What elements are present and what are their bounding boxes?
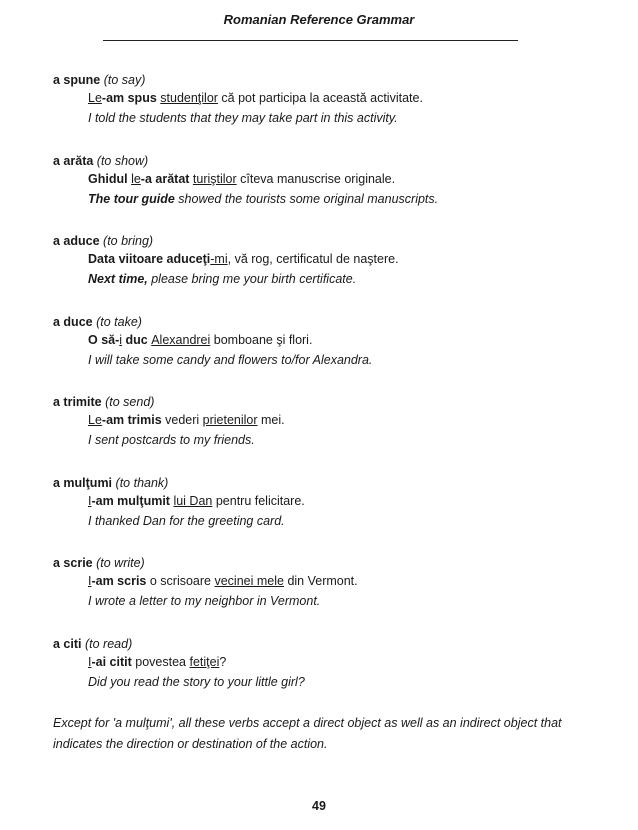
text-run: povestea: [131, 654, 190, 669]
text-run: Alexandrei: [151, 332, 211, 347]
text-run: o scrisoare: [146, 574, 215, 588]
verb-infinitive: a trimite: [53, 395, 102, 409]
text-run: -mi: [210, 252, 228, 266]
text-run: -am spus: [101, 91, 161, 105]
text-run: fetiţei: [189, 654, 220, 669]
text-run: , vă rog, certificatul de naştere.: [227, 252, 399, 266]
romanian-example: [88, 171, 593, 191]
text-run: -a arătat: [140, 171, 193, 186]
text-run: vederi: [161, 413, 203, 427]
verb-gloss: (to say): [103, 73, 146, 87]
verb-gloss: (to bring): [103, 234, 154, 248]
english-translation: [88, 432, 593, 452]
text-run: I: [88, 654, 92, 669]
verb-heading: [53, 394, 593, 412]
verb-entry-list: [53, 72, 593, 716]
text-run: I told the students that they may take part in this activity.: [88, 111, 398, 125]
text-run: lui Dan: [173, 493, 213, 508]
english-translation: [88, 674, 593, 694]
verb-entry: [53, 555, 593, 636]
text-run: Next time,: [88, 272, 148, 286]
verb-gloss: (to show): [96, 153, 149, 168]
romanian-example: [88, 654, 593, 674]
text-run: Data viitoare aduceţi: [88, 252, 211, 266]
text-run: Did you read the story to your little girl?: [88, 674, 305, 689]
text-run: studenţilor: [160, 91, 218, 105]
verb-gloss: (to write): [96, 556, 145, 570]
verb-heading: [53, 72, 593, 90]
text-run: vecinei mele: [214, 574, 284, 588]
text-run: turiştilor: [192, 171, 237, 186]
text-run: -am trimis: [101, 413, 162, 427]
text-run: cîteva manuscrise originale.: [236, 171, 396, 186]
verb-heading: [53, 233, 593, 251]
text-run: I: [88, 574, 92, 588]
verb-entry: [53, 72, 593, 153]
verb-infinitive: a arăta: [53, 153, 94, 168]
verb-entry: [53, 475, 593, 556]
romanian-example: [88, 90, 593, 110]
verb-infinitive: a citi: [53, 636, 82, 651]
text-run: I thanked Dan for the greeting card.: [88, 513, 285, 528]
page-number: 49: [312, 799, 326, 813]
verb-infinitive: a mulţumi: [53, 475, 113, 490]
text-run: I: [88, 493, 92, 508]
romanian-example: [88, 493, 593, 513]
text-run: Ghidul: [88, 171, 132, 186]
verb-entry: [53, 636, 593, 717]
text-run: că pot participa la această activitate.: [217, 91, 423, 105]
verb-heading: [53, 475, 593, 493]
verb-entry: [53, 233, 593, 314]
text-run: Le: [88, 91, 102, 105]
text-run: I wrote a letter to my neighbor in Vermont.: [88, 594, 321, 608]
english-translation: [88, 110, 593, 130]
verb-gloss: (to read): [84, 636, 133, 651]
verb-heading: [53, 555, 593, 573]
verb-gloss: (to take): [96, 314, 142, 329]
text-run: -am mulţumit: [91, 493, 174, 508]
text-run: ?: [219, 654, 227, 669]
text-run: pentru felicitare.: [212, 493, 305, 508]
verb-heading: [53, 153, 593, 171]
verb-entry: [53, 394, 593, 475]
verb-entry: [53, 314, 593, 395]
text-run: mei.: [257, 413, 285, 427]
verb-gloss: (to send): [105, 395, 155, 409]
english-translation: [88, 271, 593, 291]
english-translation: [88, 191, 593, 211]
verb-infinitive: a aduce: [53, 234, 100, 248]
english-translation: [88, 593, 593, 613]
verb-heading: [53, 314, 593, 332]
verb-infinitive: a scrie: [53, 556, 93, 570]
text-run: din Vermont.: [283, 574, 358, 588]
text-run: le: [131, 171, 141, 186]
verb-infinitive: a spune: [53, 73, 101, 87]
english-translation: [88, 352, 593, 372]
text-run: I will take some candy and flowers to/for Alexandra.: [88, 352, 373, 367]
text-run: please bring me your birth certificate.: [147, 272, 357, 286]
text-run: duc: [122, 332, 152, 347]
header-rule: [103, 40, 518, 41]
text-run: Le: [88, 413, 102, 427]
text-run: The tour guide: [88, 191, 175, 206]
explanatory-note: Except for 'a mulţumi', all these verbs accept a direct object as well as an indirect object that indicates the direction or destination of the action.: [53, 716, 562, 751]
text-run: i: [119, 332, 123, 347]
text-run: O să-: [88, 332, 120, 347]
text-run: prietenilor: [202, 413, 258, 427]
verb-infinitive: a duce: [53, 314, 93, 329]
running-header: Romanian Reference Grammar: [223, 12, 415, 27]
romanian-example: [88, 573, 593, 593]
text-run: -am scris: [91, 574, 147, 588]
english-translation: [88, 513, 593, 533]
romanian-example: [88, 412, 593, 432]
romanian-example: [88, 332, 593, 352]
text-run: showed the tourists some original manuscripts.: [174, 191, 439, 206]
romanian-example: [88, 251, 593, 271]
text-run: bomboane şi flori.: [210, 332, 313, 347]
text-run: I sent postcards to my friends.: [88, 433, 255, 447]
text-run: -ai citit: [91, 654, 132, 669]
verb-heading: [53, 636, 593, 654]
verb-entry: [53, 153, 593, 234]
verb-gloss: (to thank): [115, 475, 169, 490]
